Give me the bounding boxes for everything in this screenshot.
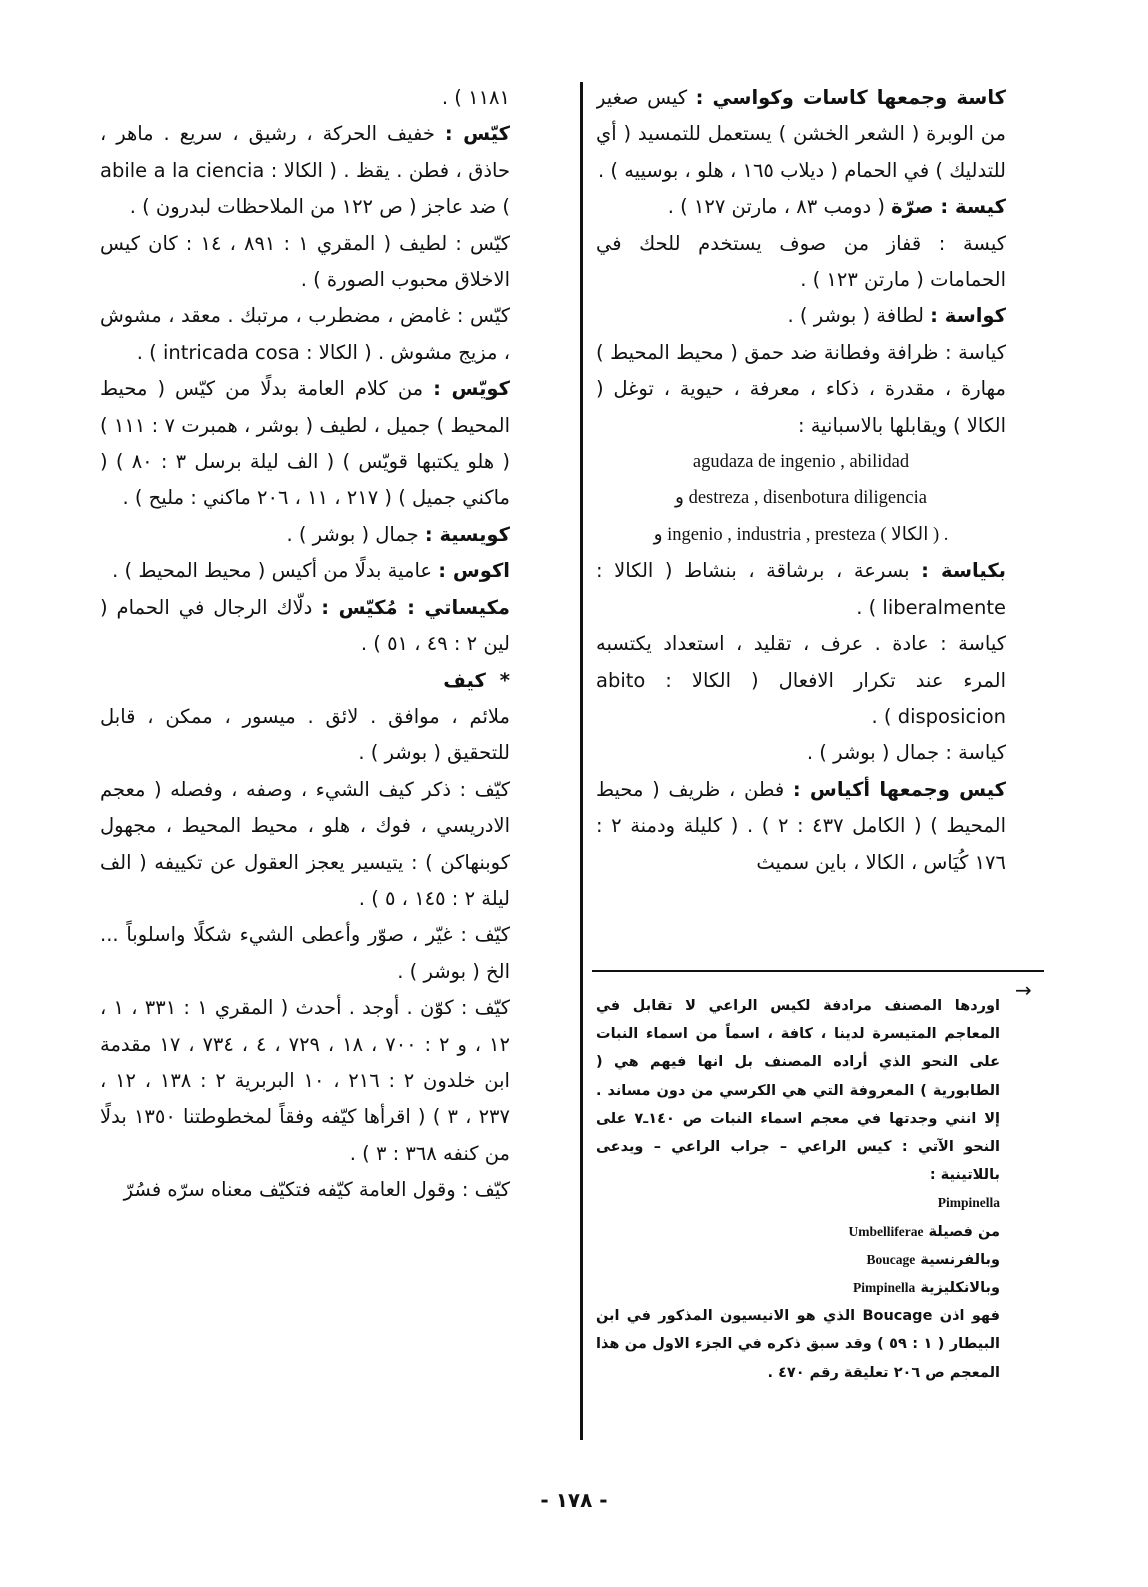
entry-definition: جمال ( بوشر ) . bbox=[286, 522, 425, 546]
entry-definition: فطن ، ظريف ( محيط المحيط ) ( الكامل ٤٣٧ : ٢ ) . ( كليلة ودمنة ٢ : ١٧٦ كُيَاس ، الكالا ، باين سميث bbox=[596, 777, 1006, 874]
entry-definition: كياسة : جمال ( بوشر ) . bbox=[806, 741, 1006, 765]
page-number: - ١٧٨ - bbox=[540, 1488, 608, 1512]
entry-definition: كيس صغير من الوبرة ( الشعر الخشن ) يستعمل للتمسيد ( أي للتدليك ) في الحمام ( ديلاب ١٦٥ ، هلو ، بوسييه ) . bbox=[596, 86, 1006, 182]
dictionary-entry bbox=[596, 226, 1006, 299]
dictionary-entry bbox=[100, 663, 510, 699]
dictionary-entry bbox=[596, 626, 1006, 735]
footnote bbox=[596, 992, 1000, 1432]
right-column bbox=[596, 80, 1006, 950]
dictionary-entry bbox=[100, 517, 510, 553]
footnote-latin-line: Pimpinella bbox=[937, 1195, 1000, 1211]
entry-definition: كيّس : لطيف ( المقري ١ : ٨٩١ ، ١٤ : كان كيس الاخلاق محبوب الصورة ) . bbox=[100, 231, 510, 292]
entry-headword: كيّس : bbox=[444, 122, 510, 146]
entry-headword: كيف bbox=[443, 668, 486, 692]
entry-headword: كويّس : bbox=[433, 377, 510, 401]
dictionary-entry bbox=[100, 80, 510, 116]
dictionary-entry bbox=[596, 553, 1006, 626]
footnote-arrow: → bbox=[1015, 978, 1032, 1002]
entry-definition: بسرعة ، برشاقة ، بنشاط ( الكالا : liberalmente ) . bbox=[596, 559, 1006, 619]
entry-definition: دلّاك الرجال في الحمام ( لين ٢ : ٤٩ ، ٥١ ) . bbox=[100, 595, 510, 656]
dictionary-entry bbox=[100, 298, 510, 371]
latin-equivalent-line: و destreza , disenbotura diligencia bbox=[675, 488, 927, 509]
footnote-rule bbox=[592, 970, 1044, 972]
footnote-paragraph: اوردها المصنف مرادفة لكيس الراعي لا تقابل في المعاجم المتيسرة لدينا ، كافة ، اسماً من اسماء النبات على النحو الذي أراده المصنف بل انها فيهم هي ( الطابورية ) المعروفة التي هي الكرسي من دون مساند . إلا انني وجدتها في معجم اسماء النبات ص ١٤٠ـ٧ على النحو الآتي : كيس الراعي – جراب الراعي – ويدعى باللاتينية : bbox=[596, 998, 1000, 1184]
entry-definition: ١١٨١ ) . bbox=[441, 86, 510, 109]
entry-definition: كيّف : وقول العامة كيّفه فتكيّف معناه سرّه فسُرّ bbox=[123, 1178, 510, 1202]
entry-definition: كياسة : ظرافة وفطانة ضد حمق ( محيط المحيط ) مهارة ، مقدرة ، ذكاء ، معرفة ، حيوية ، توغل ( الكالا ) ويقابلها بالاسبانية : bbox=[596, 340, 1006, 437]
entry-headword: كيسة : صرّة bbox=[891, 195, 1006, 219]
entry-definition: ( دومب ٨٣ ، مارتن ١٢٧ ) . bbox=[667, 195, 892, 219]
dictionary-entry bbox=[100, 699, 510, 772]
latin-equivalent-line: agudaza de ingenio , abilidad bbox=[692, 452, 910, 473]
footnote-closing: فهو اذن Boucage الذي هو الانيسيون المذكور في ابن البيطار ( ١ : ٥٩ ) وقد سبق ذكره في الجزء الاول من هذا المعجم ص ٢٠٦ تعليقة رقم ٤٧٠ . bbox=[596, 1308, 1000, 1381]
entry-definition: كيّف : غيّر ، صوّر وأعطى الشيء شكلًا واسلوباً ... الخ ( بوشر ) . bbox=[100, 923, 510, 983]
footnote-latin-line: وبالانكليزية Pimpinella bbox=[852, 1280, 1000, 1297]
dictionary-entry bbox=[100, 990, 510, 1172]
entry-headword: كويسية : bbox=[424, 522, 510, 546]
entry-definition: كيّف : ذكر كيف الشيء ، وصفه ، وفصله ( معجم الادريسي ، فوك ، هلو ، محيط المحيط ، مجهول كوبنهاكن ) : يتيسير يعجز العقول عن تكييفه ( الف ليلة ٢ : ١٤٥ ، ٥ ) . bbox=[100, 777, 510, 910]
dictionary-entry bbox=[100, 590, 510, 663]
footnote-latin-line: وبالفرنسية Boucage bbox=[866, 1251, 1000, 1268]
entry-definition: ملائم ، موافق . لائق . ميسور ، ممكن ، قابل للتحقيق ( بوشر ) . bbox=[100, 704, 510, 765]
dictionary-entry bbox=[100, 371, 510, 517]
entry-headword: مكيساتي : مُكيّس : bbox=[321, 595, 510, 619]
entry-definition: خفيف الحركة ، رشيق ، سريع . ماهر ، حاذق ، فطن . يقظ . ( الكالا : abile a la ciencia ) ضد عاجز ( ص ١٢٢ من الملاحظات لبدرون ) . bbox=[100, 122, 510, 219]
dictionary-entry bbox=[596, 80, 1006, 189]
dictionary-entry bbox=[596, 735, 1006, 771]
dictionary-entry bbox=[100, 226, 510, 299]
dictionary-entry bbox=[596, 189, 1006, 225]
entry-headword: كيس وجمعها أكياس : bbox=[792, 777, 1006, 801]
dictionary-entry bbox=[100, 917, 510, 990]
entry-definition: كياسة : عادة . عرف ، تقليد ، استعداد يكتسبه المرء عند تكرار الافعال ( الكالا : abito disposicion ) . bbox=[596, 632, 1006, 728]
entry-headword: كواسة : bbox=[930, 304, 1006, 328]
entry-definition: كيّف : كوّن . أوجد . أحدث ( المقري ١ : ٣٣١ ، ١ ، ١٢ ، و ٢ : ٧٠٠ ، ١٨ ، ٧٢٩ ، ٤ ، ٧٣٤ ، ١٧ مقدمة ابن خلدون ٢ : ٢١٦ ، ١٠ البربرية ٢ : ١٣٨ ، ١٢ ، ٢٣٧ ، ٣ ) ( اقرأها كيّفه وفقاً لمخطوطتنا ١٣٥٠ بدلًا من كنفه ٣٦٨ : ٣ ) . bbox=[100, 996, 510, 1165]
entry-headword: بكياسة : bbox=[921, 559, 1006, 583]
dictionary-entry bbox=[100, 553, 510, 589]
footnote-latin-line: من فصيلة Umbelliferae bbox=[848, 1223, 1000, 1240]
dictionary-entry bbox=[100, 1172, 510, 1208]
left-column bbox=[100, 80, 510, 1460]
entry-headword: اكوس : bbox=[438, 559, 510, 583]
entry-definition: من كلام العامة بدلًا من كيّس ( محيط المحيط ) جميل ، لطيف ( بوشر ، همبرت ٧ : ١١١ ) ( هلو يكتبها قويّس ) ( الف ليلة برسل ٣ : ٨٠ ) ( ماكني جميل ) ( ٢١٧ ، ١١ ، ٢٠٦ ماكني : مليح ) . bbox=[100, 377, 510, 510]
entry-definition: عامية بدلًا من أكيس ( محيط المحيط ) . bbox=[112, 559, 439, 583]
dictionary-entry bbox=[100, 772, 510, 918]
dictionary-entry bbox=[596, 335, 1006, 444]
entry-definition: لطافة ( بوشر ) . bbox=[787, 304, 931, 328]
entry-headword: كاسة وجمعها كاسات وكواسي : bbox=[695, 86, 1006, 109]
dictionary-entry bbox=[596, 298, 1006, 334]
entry-definition: كيسة : قفاز من صوف يستخدم للحك في الحمامات ( مارتن ١٢٣ ) . bbox=[596, 231, 1006, 292]
root-marker-icon: * bbox=[499, 668, 510, 692]
dictionary-entry bbox=[596, 772, 1006, 881]
dictionary-entry bbox=[100, 116, 510, 225]
latin-equivalent-line: و ingenio , industria , presteza ( الكالا ) . bbox=[653, 524, 949, 545]
column-divider bbox=[580, 82, 583, 1440]
entry-definition: كيّس : غامض ، مضطرب ، مرتبك . معقد ، مشوش ، مزيج مشوش . ( الكالا : intricada cosa ) . bbox=[100, 304, 510, 364]
